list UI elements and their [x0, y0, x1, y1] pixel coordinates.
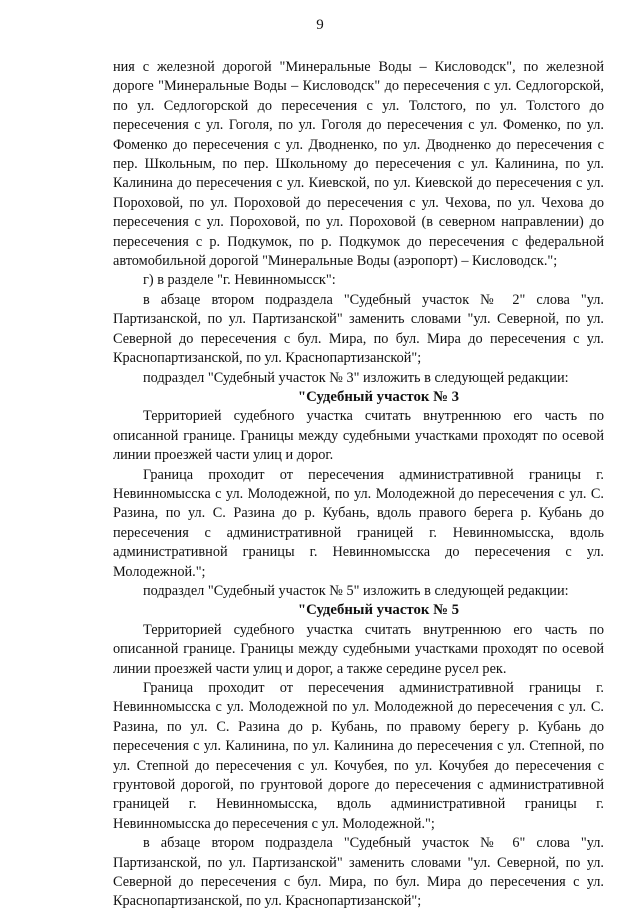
paragraph-amendment-uchastok-2: в абзаце втором подраздела "Судебный участок № 2" слова "ул. Партизанской, по ул. Партизанской" заменить словами "ул. Северной, по ул. Северной до пересечения с бул. Мира, по бул. Мира до пересечения с ул. Краснопартизанской, по ул. Краснопартизанской";: [113, 291, 604, 367]
heading-uchastok-5: "Судебный участок № 5: [297, 602, 460, 619]
section-heading-nevinnomyssk: г) в разделе "г. Невинномысск":: [143, 272, 336, 289]
paragraph-amendment-uchastok-6: в абзаце втором подраздела "Судебный участок № 6" слова "ул. Партизанской, по ул. Партизанской" заменить словами "ул. Северной, по ул. Северной до пересечения с бул. Мира, по бул. Мира до пересечения с ул. Краснопартизанской, по ул. Краснопартизанской";: [113, 835, 604, 910]
paragraph-intro-uchastok-3: подраздел "Судебный участок № 3" изложить в следующей редакции:: [143, 369, 569, 386]
paragraph-border-uchastok-5: Граница проходит от пересечения административной границы г. Невинномысска с ул. Молодежной по ул. Молодежной до пересечения с ул. С. Разина, по ул. С. Разина до р. Кубань, по правому берегу р. Кубань до пересечения с ул. Калинина, по ул. Калинина до пересечения с ул. Степной, по ул. Степной до пересечения с ул. Кочубея, по ул. Кочубея до пересечения с грунтовой дорогой, по грунтовой дороге до пересечения с административной границей г. Невинномысска, вдоль административной границы г. Невинномысска до пересечения с ул. Молодежной.";: [113, 680, 604, 832]
page-number: 9: [316, 17, 324, 33]
paragraph-intro-uchastok-5: подраздел "Судебный участок № 5" изложить в следующей редакции:: [143, 582, 569, 599]
paragraph-continuation: ния с железной дорогой "Минеральные Воды – Кисловодск", по железной дороге "Минеральные Воды – Кисловодск" до пересечения с ул. Седлогорской, по ул. Седлогорской до пересечения с ул. Толстого, по ул. Толстого до пересечения с ул. Гоголя, по ул. Гоголя до пересечения с ул. Фоменко, по ул. Фоменко до пересечения с ул. Дводненко, по ул. Дводненко до пересечения с пер. Школьным, по пер. Школьному до пересечения с ул. Калинина, по ул. Калинина до пересечения с ул. Киевской, по ул. Киевской до пересечения с ул. Пороховой, по ул. Пороховой до пересечения с ул. Чехова, по ул. Чехова до пересечения с ул. Пороховой, по ул. Пороховой (в северном направлении) до пересечения с р. Подкумок, по р. Подкумок до пересечения с федеральной автомобильной дорогой "Минеральные Воды (аэропорт) – Кисловодск.";: [113, 59, 604, 270]
document-body: [113, 58, 604, 912]
paragraph-border-uchastok-3: Граница проходит от пересечения административной границы г. Невинномысска с ул. Молодежной, по ул. Молодежной до пересечения с ул. С. Разина, по ул. С. Разина до р. Кубань, вдоль правого берега р. Кубань до пересечения с административной границей г. Невинномысска, вдоль административной границы г. Невинномысска до пересечения с ул. Молодежной.";: [113, 466, 604, 580]
heading-uchastok-3: "Судебный участок № 3: [297, 388, 460, 405]
paragraph-territory-uchastok-3: Территорией судебного участка считать внутреннюю его часть по описанной границе. Границы между судебными участками проходят по осевой линии проезжей части улиц и дорог.: [113, 408, 604, 464]
paragraph-territory-uchastok-5: Территорией судебного участка считать внутреннюю его часть по описанной границе. Границы между судебными участками проходят по осевой линии проезжей части улиц и дорог, а также середине русел рек.: [113, 621, 604, 677]
